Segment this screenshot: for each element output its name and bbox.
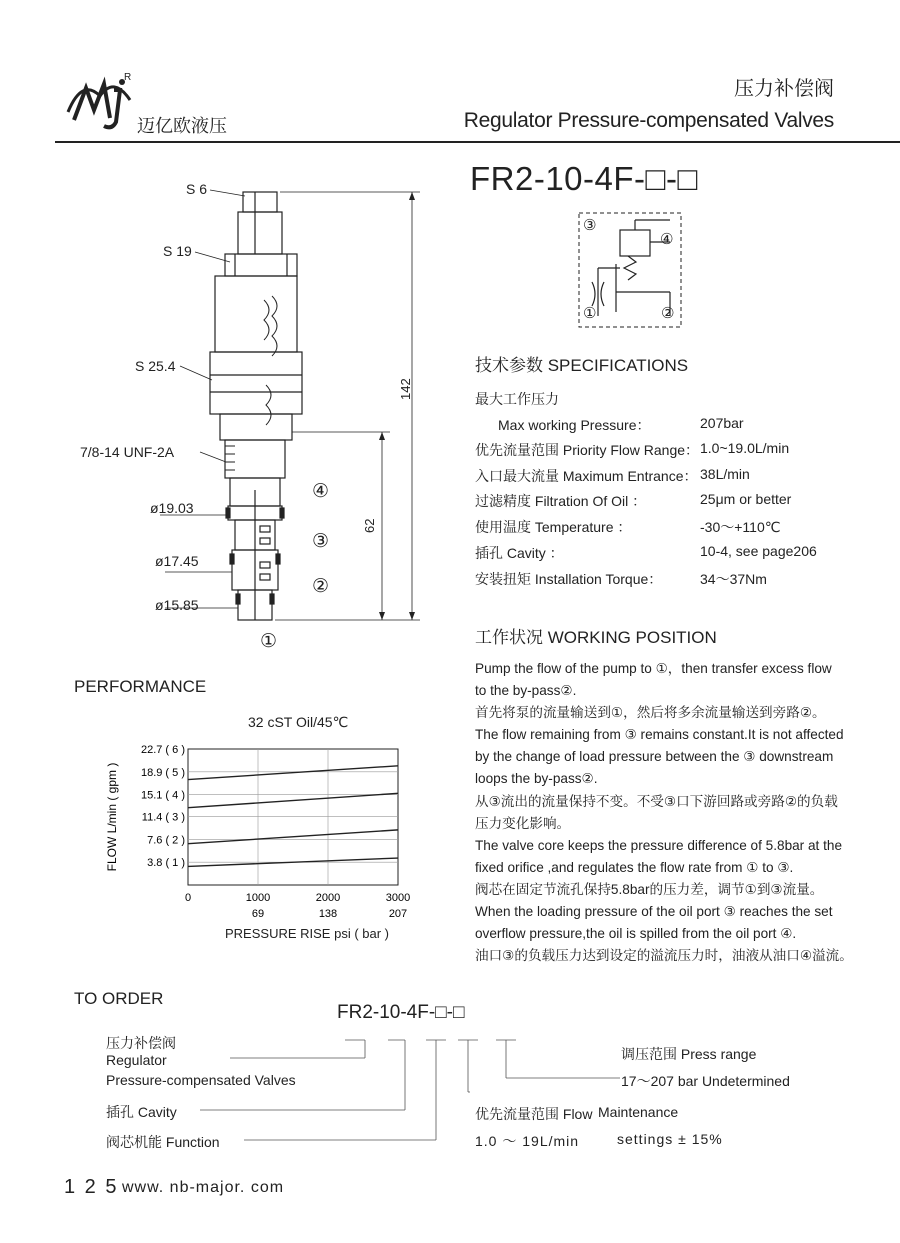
cartridge-drawing	[60, 170, 440, 660]
y-tick-label: 3.8 ( 1 )	[147, 857, 185, 870]
specs-heading: 技术参数 SPECIFICATIONS	[475, 356, 689, 375]
working-line: by the change of load pressure between the ③ downstream	[475, 749, 834, 765]
x-tick-label-bar: 69	[251, 908, 265, 920]
working-line: The valve core keeps the pressure difference of 5.8bar at the	[475, 837, 842, 853]
spec-label: 过滤精度 Filtration Of Oil ：	[475, 493, 647, 509]
spec-value: 1.0~19.0L/min	[700, 440, 790, 456]
symbol-port-4: ④	[660, 231, 674, 248]
page-number: 1 2 5	[64, 1176, 119, 1198]
brand-name: 迈亿欧液压	[137, 116, 227, 136]
symbol-port-2: ②	[661, 305, 675, 322]
order-label-pcv: Pressure-compensated Valves	[106, 1072, 296, 1088]
working-line: fixed orifice ,and regulates the flow rate from ① to ③.	[475, 859, 794, 875]
header-divider	[55, 141, 900, 143]
spec-label: 插孔 Cavity ：	[475, 545, 564, 561]
spec-label: 最大工作压力	[475, 391, 559, 407]
label-thread: 7/8-14 UNF-2A	[80, 444, 175, 460]
dim-142: 142	[398, 378, 413, 400]
order-label-regulator: Regulator	[106, 1052, 167, 1068]
spec-value: -30～+110℃	[700, 519, 781, 535]
order-flow-label: 优先流量范围 Flow	[475, 1106, 593, 1122]
drawing-port-2: ②	[312, 576, 330, 597]
spec-label: 入口最大流量 Maximum Entrance：	[475, 468, 698, 484]
spec-value: 34～37Nm	[700, 571, 767, 587]
order-press-range-value: 17～207 bar Undetermined	[621, 1073, 790, 1089]
drawing-port-1: ①	[260, 631, 278, 652]
series-line	[188, 793, 398, 807]
spec-label: 安装扭矩 Installation Torque：	[475, 571, 663, 587]
order-flow-settings: settings ± 15%	[617, 1131, 723, 1147]
spec-label: 使用温度 Temperature ：	[475, 519, 632, 535]
y-tick-label: 22.7 ( 6 )	[140, 744, 185, 756]
working-line: 压力变化影响。	[475, 815, 571, 831]
working-heading: 工作状况 WORKING POSITION	[475, 628, 717, 647]
x-tick-label: 1000	[245, 892, 271, 904]
spec-value: 10-4, see page206	[700, 543, 817, 559]
chart-xlabel: PRESSURE RISE psi ( bar )	[225, 926, 389, 941]
spec-value: 38L/min	[700, 466, 750, 482]
working-line: Pump the flow of the pump to ①，then transfer excess flow	[475, 661, 832, 676]
working-description	[475, 658, 895, 967]
chart-title: 32 cST Oil/45℃	[248, 714, 349, 730]
y-tick-label: 7.6 ( 2 )	[147, 834, 185, 847]
x-tick-label: 0	[184, 892, 192, 904]
order-press-range-label: 调压范围 Press range	[621, 1046, 757, 1062]
working-line: 从③流出的流量保持不变。不受③口下游回路或旁路②的负载	[475, 793, 838, 809]
working-line: to the by-pass②.	[475, 683, 577, 699]
y-tick-label: 11.4 ( 3 )	[141, 811, 185, 824]
spec-label: 优先流量范围 Priority Flow Range：	[475, 442, 700, 458]
valve-outline	[210, 192, 302, 620]
order-flow-maintenance: Maintenance	[598, 1104, 679, 1120]
drawing-port-4: ④	[312, 481, 330, 502]
working-line: When the loading pressure of the oil port ③ reaches the set	[475, 904, 833, 920]
label-s6: S 6	[186, 181, 208, 197]
label-d3: ø15.85	[155, 597, 199, 613]
order-label-function: 阀芯机能 Function	[106, 1134, 220, 1150]
working-line: 首先将泵的流量输送到①，然后将多余流量输送到旁路②。	[475, 705, 826, 721]
x-tick-label-bar: 138	[318, 908, 338, 920]
website-link[interactable]: www. nb-major. com	[122, 1179, 285, 1196]
page-title-en: Regulator Pressure-compensated Valves	[463, 109, 834, 132]
spec-value: 207bar	[700, 415, 744, 431]
order-heading: TO ORDER	[74, 989, 164, 1008]
working-line: The flow remaining from ③ remains constant.It is not affected	[475, 727, 844, 743]
label-d2: ø17.45	[155, 553, 199, 569]
order-flow-value: 1.0 ～ 19L/min	[475, 1133, 580, 1149]
label-s19: S 19	[163, 243, 192, 259]
spec-label: Max working Pressure：	[498, 417, 651, 433]
performance-chart	[100, 735, 430, 950]
order-label-cavity: 插孔 Cavity	[106, 1104, 177, 1120]
y-axis-label: FLOW L/min ( gpm )	[105, 762, 119, 872]
drawing-port-3: ③	[312, 531, 330, 552]
x-tick-label: 2000	[315, 892, 341, 904]
order-code: FR2-10-4F-□-□	[337, 1002, 465, 1023]
working-line: loops the by-pass②.	[475, 771, 598, 787]
y-tick-label: 15.1 ( 4 )	[140, 789, 185, 802]
label-d1: ø19.03	[150, 500, 194, 516]
series-line	[188, 830, 398, 844]
working-line: overflow pressure,the oil is spilled from the oil port ④.	[475, 926, 797, 942]
symbol-port-1: ①	[583, 305, 597, 322]
working-line: 阀芯在固定节流孔保持5.8bar的压力差，调节①到③流量。	[475, 881, 824, 897]
performance-heading: PERFORMANCE	[74, 677, 207, 696]
registered-mark: R	[124, 72, 132, 83]
x-tick-label-bar: 207	[388, 908, 408, 920]
page-title-cn: 压力补偿阀	[734, 78, 834, 100]
order-label-valve-cn: 压力补偿阀	[106, 1035, 176, 1051]
model-code: FR2-10-4F-□-□	[470, 160, 698, 197]
dim-62: 62	[362, 518, 377, 533]
label-s25: S 25.4	[135, 358, 176, 374]
series-line	[188, 766, 398, 780]
symbol-port-3: ③	[583, 217, 597, 234]
y-tick-label: 18.9 ( 5 )	[140, 766, 185, 779]
working-line: 油口③的负载压力达到设定的溢流压力时，油液从油口④溢流。	[475, 948, 853, 964]
x-tick-label: 3000	[385, 892, 411, 904]
spec-value: 25μm or better	[700, 491, 792, 507]
